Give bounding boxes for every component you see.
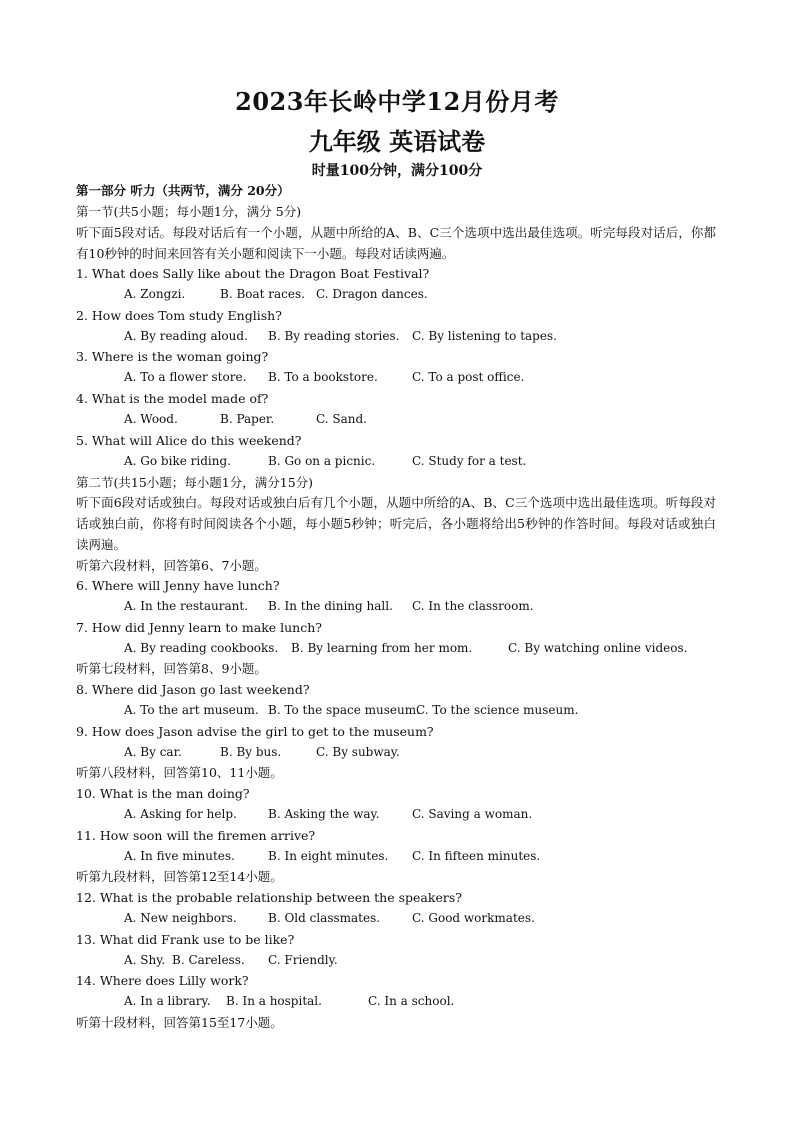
question-13-option-c: C. Friendly. <box>268 953 338 967</box>
question-12-option-a: A. New neighbors. <box>124 911 237 925</box>
question-3-option-c: C. To a post office. <box>412 370 525 384</box>
section1-instructions: 听下面5段对话。每段对话后有一个小题，从题中所给的A、B、C三个选项中选出最佳选项。听完每段对话后，你都有10秒钟的时间来回答有关小题和阅读下一小题。每段对话读两遍。 <box>76 225 716 261</box>
question-10-option-c: C. Saving a woman. <box>412 807 533 821</box>
question-3-option-a: A. To a flower store. <box>124 370 247 384</box>
question-9-option-c: C. By subway. <box>316 745 400 759</box>
question-8-option-a: A. To the art museum. <box>124 703 259 717</box>
question-12-option-b: B. Old classmates. <box>268 911 381 925</box>
question-8-option-b: B. To the space museum. <box>268 703 420 717</box>
question-6-option-c: C. In the classroom. <box>412 599 534 613</box>
question-7: 7. How did Jenny learn to make lunch? <box>76 620 322 635</box>
question-5-option-a: A. Go bike riding. <box>124 454 231 468</box>
question-6-option-b: B. In the dining hall. <box>268 599 393 613</box>
question-2-option-c: C. By listening to tapes. <box>412 329 557 343</box>
question-10: 10. What is the man doing? <box>76 786 250 801</box>
question-2-option-a: A. By reading aloud. <box>124 329 248 343</box>
exam-meta: 时量100分钟，满分100分 <box>311 163 483 179</box>
question-11-option-a: A. In five minutes. <box>124 849 235 863</box>
question-14-option-b: B. In a hospital. <box>226 994 322 1008</box>
question-4: 4. What is the model made of? <box>76 391 269 406</box>
listening-cue-9: 听第九段材料，回答第12至14小题。 <box>76 869 283 884</box>
question-13-option-a: A. Shy. <box>124 953 166 967</box>
question-5-option-c: C. Study for a test. <box>412 454 527 468</box>
question-1-option-a: A. Zongzi. <box>124 287 186 301</box>
question-13: 13. What did Frank use to be like? <box>76 932 295 947</box>
listening-cue-10: 听第十段材料，回答第15至17小题。 <box>76 1015 283 1030</box>
question-14: 14. Where does Lilly work? <box>76 973 249 988</box>
question-11-option-b: B. In eight minutes. <box>268 849 389 863</box>
question-4-option-a: A. Wood. <box>124 412 178 426</box>
question-8: 8. Where did Jason go last weekend? <box>76 682 310 697</box>
question-2: 2. How does Tom study English? <box>76 308 282 323</box>
section2-heading: 第二节(共15小题；每小题1分，满分15分) <box>76 475 314 490</box>
question-5-option-b: B. Go on a picnic. <box>268 454 376 468</box>
question-1-option-b: B. Boat races. <box>220 287 305 301</box>
question-4-option-c: C. Sand. <box>316 412 367 426</box>
question-14-option-c: C. In a school. <box>368 994 455 1008</box>
question-7-option-b: B. By learning from her mom. <box>291 641 473 655</box>
question-3-option-b: B. To a bookstore. <box>268 370 378 384</box>
question-2-option-b: B. By reading stories. <box>268 329 400 343</box>
exam-title: 2023年长岭中学12月份月考 <box>235 87 559 116</box>
question-9: 9. How does Jason advise the girl to get to the museum? <box>76 724 434 739</box>
exam-subtitle: 九年级 英语试卷 <box>308 127 486 156</box>
section1-heading: 第一节(共5小题；每小题1分，满分 5分) <box>76 204 302 219</box>
question-11: 11. How soon will the firemen arrive? <box>76 828 316 843</box>
question-3: 3. Where is the woman going? <box>76 349 269 364</box>
question-10-option-b: B. Asking the way. <box>268 807 380 821</box>
question-8-option-c: C. To the science museum. <box>416 703 579 717</box>
question-6-option-a: A. In the restaurant. <box>124 599 249 613</box>
listening-cue-8: 听第八段材料，回答第10、11小题。 <box>76 765 283 780</box>
question-13-option-b: B. Careless. <box>172 953 245 967</box>
question-7-option-a: A. By reading cookbooks. <box>124 641 279 655</box>
question-4-option-b: B. Paper. <box>220 412 275 426</box>
question-1-option-c: C. Dragon dances. <box>316 287 428 301</box>
question-9-option-b: B. By bus. <box>220 745 282 759</box>
question-12: 12. What is the probable relationship between the speakers? <box>76 890 462 905</box>
question-11-option-c: C. In fifteen minutes. <box>412 849 541 863</box>
question-7-option-c: C. By watching online videos. <box>508 641 688 655</box>
question-10-option-a: A. Asking for help. <box>124 807 237 821</box>
question-6: 6. Where will Jenny have lunch? <box>76 578 280 593</box>
question-1: 1. What does Sally like about the Dragon Boat Festival? <box>76 266 430 281</box>
question-12-option-c: C. Good workmates. <box>412 911 535 925</box>
listening-cue-6: 听第六段材料，回答第6、7小题。 <box>76 558 267 573</box>
question-9-option-a: A. By car. <box>124 745 182 759</box>
question-14-option-a: A. In a library. <box>124 994 211 1008</box>
section2-instructions: 听下面6段对话或独白。每段对话或独白后有几个小题，从题中所给的A、B、C三个选项中选出最佳选项。听每段对话或独白前，你将有时间阅读各个小题，每小题5秒钟；听完后，各小题将给出5秒钟的作答时间。每段对话或独白读两遍。 <box>76 495 716 552</box>
part1-heading: 第一部分 听力（共两节，满分 20分） <box>76 183 290 198</box>
question-5: 5. What will Alice do this weekend? <box>76 433 302 448</box>
listening-cue-7: 听第七段材料，回答第8、9小题。 <box>76 661 267 676</box>
